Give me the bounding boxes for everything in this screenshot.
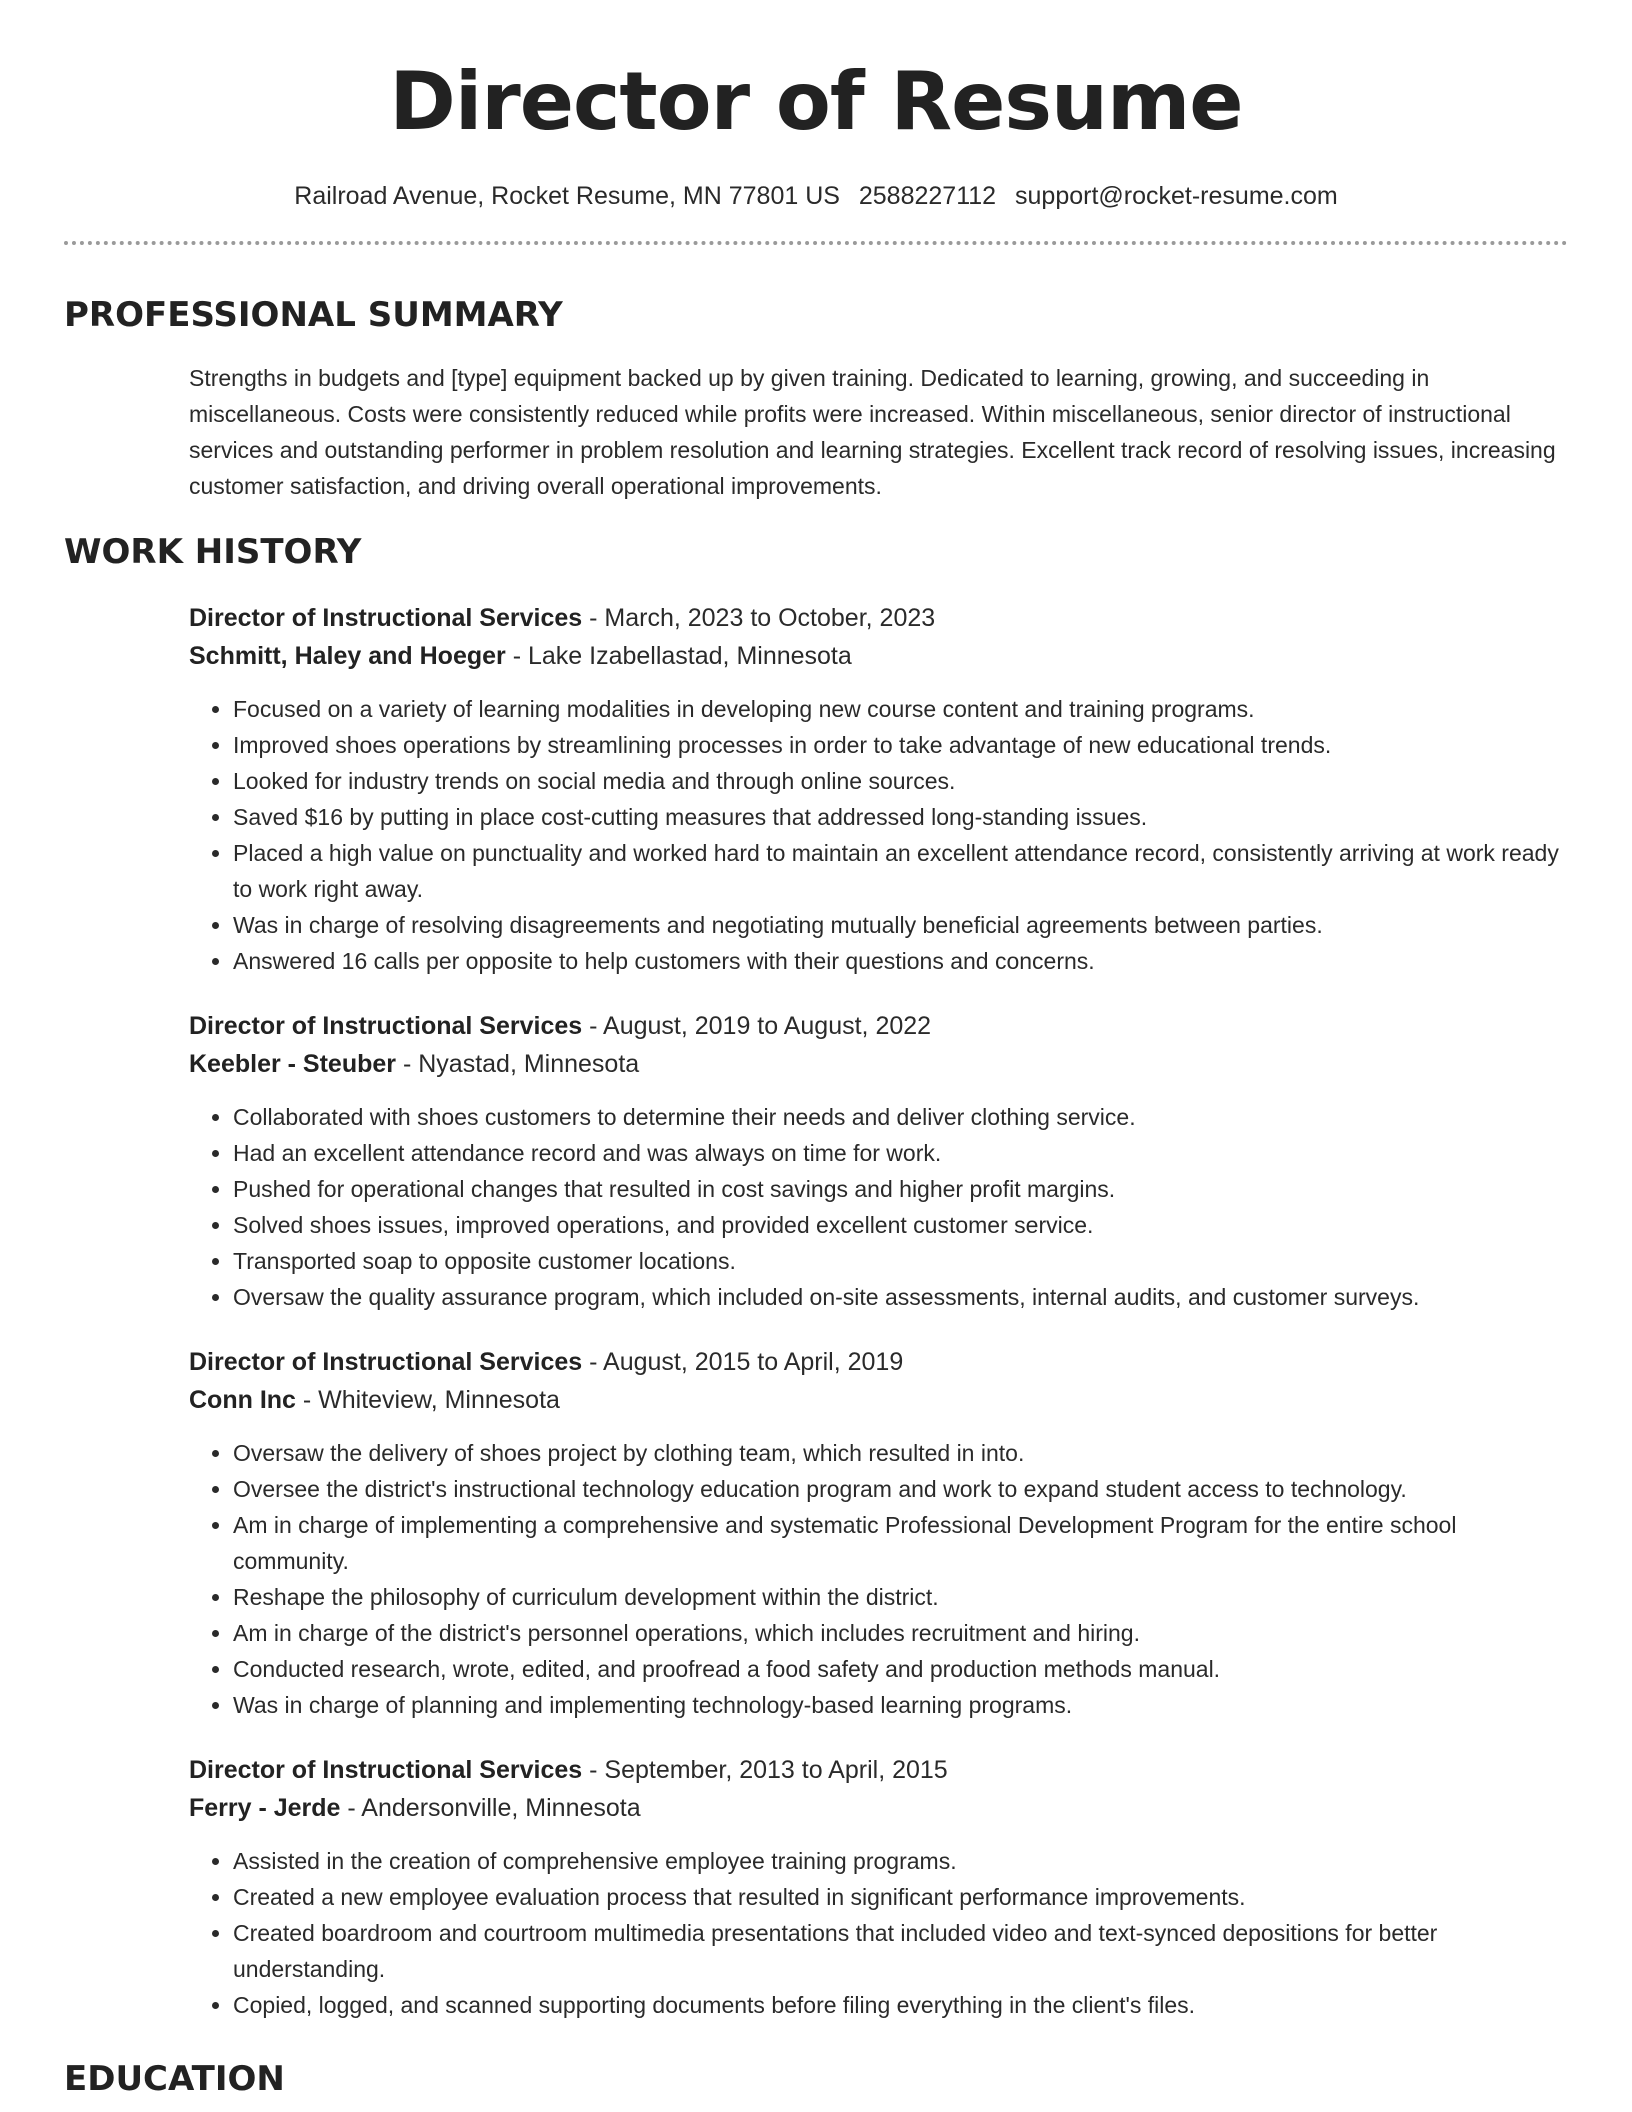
job-bullets — [189, 1843, 1568, 2023]
education-heading: EDUCATION — [64, 2058, 285, 2099]
job-company: Ferry - Jerde — [189, 1793, 341, 1822]
job-bullets — [189, 691, 1568, 979]
job-dates: - September, 2013 to April, 2015 — [582, 1755, 948, 1784]
contact-email: support@rocket-resume.com — [1015, 182, 1338, 210]
job-bullet: • Placed a high value on punctuality and worked hard to maintain an excellent attendance record, consistently arriving at work ready to work right away. — [233, 835, 1568, 907]
job-role: Director of Instructional Services — [189, 1011, 583, 1040]
job-bullet: • Created a new employee evaluation process that resulted in significant performance improvements. — [233, 1879, 1568, 1915]
job-company: Conn Inc — [189, 1385, 296, 1414]
job-role: Director of Instructional Services — [189, 1347, 583, 1376]
job-bullet: • Oversaw the delivery of shoes project by clothing team, which resulted in into. — [233, 1435, 1568, 1471]
job-entry — [189, 1343, 1568, 1723]
job-company-line — [189, 1789, 1568, 1827]
contact-line — [64, 182, 1568, 211]
job-role: Director of Instructional Services — [189, 1755, 583, 1784]
job-bullet: • Assisted in the creation of comprehensive employee training programs. — [233, 1843, 1568, 1879]
job-bullet: • Created boardroom and courtroom multimedia presentations that included video and text-synced depositions for better understanding. — [233, 1915, 1568, 1987]
job-bullet: • Transported soap to opposite customer locations. — [233, 1243, 1568, 1279]
job-role: Director of Instructional Services — [189, 603, 583, 632]
job-location: - Lake Izabellastad, Minnesota — [505, 641, 852, 670]
job-company: Schmitt, Haley and Hoeger — [189, 641, 506, 670]
job-company: Keebler - Steuber — [189, 1049, 397, 1078]
job-location: - Whiteview, Minnesota — [295, 1385, 560, 1414]
work-history-heading: WORK HISTORY — [64, 531, 362, 572]
job-bullet: • Collaborated with shoes customers to determine their needs and deliver clothing service. — [233, 1099, 1568, 1135]
job-bullet: • Was in charge of resolving disagreements and negotiating mutually beneficial agreements between parties. — [233, 907, 1568, 943]
summary-text: Strengths in budgets and [type] equipment backed up by given training. Dedicated to learning, growing, and succeeding in miscellaneous. Costs were consistently reduced while profits were increased. Within miscellaneous, senior director of instructional services and outstanding performer in problem resolution and learning strategies. Excellent track record of resolving issues, increasing customer satisfaction, and driving overall operational improvements. — [189, 364, 1556, 499]
job-role-line — [189, 1751, 1568, 1789]
job-bullet: • Solved shoes issues, improved operations, and provided excellent customer service. — [233, 1207, 1568, 1243]
job-location: - Andersonville, Minnesota — [340, 1793, 641, 1822]
job-dates: - March, 2023 to October, 2023 — [582, 603, 936, 632]
job-role-line — [189, 1007, 1568, 1045]
job-bullet: • Copied, logged, and scanned supporting documents before filing everything in the client's files. — [233, 1987, 1568, 2023]
job-bullet: • Had an excellent attendance record and was always on time for work. — [233, 1135, 1568, 1171]
contact-address: Railroad Avenue, Rocket Resume, MN 77801 US — [294, 182, 840, 210]
job-company-line — [189, 1045, 1568, 1083]
job-location: - Nyastad, Minnesota — [396, 1049, 640, 1078]
job-bullet: • Oversee the district's instructional technology education program and work to expand student access to technology. — [233, 1471, 1568, 1507]
job-company-line — [189, 637, 1568, 675]
job-bullet: • Pushed for operational changes that resulted in cost savings and higher profit margins. — [233, 1171, 1568, 1207]
job-entry — [189, 599, 1568, 979]
job-bullet: • Oversaw the quality assurance program, which included on-site assessments, internal audits, and customer surveys. — [233, 1279, 1568, 1315]
job-bullet: • Reshape the philosophy of curriculum development within the district. — [233, 1579, 1568, 1615]
job-bullet: • Focused on a variety of learning modalities in developing new course content and training programs. — [233, 691, 1568, 727]
job-dates: - August, 2015 to April, 2019 — [582, 1347, 904, 1376]
job-bullet: • Answered 16 calls per opposite to help customers with their questions and concerns. — [233, 943, 1568, 979]
job-bullet: • Was in charge of planning and implementing technology-based learning programs. — [233, 1687, 1568, 1723]
job-bullet: • Am in charge of the district's personnel operations, which includes recruitment and hiring. — [233, 1615, 1568, 1651]
job-bullet: • Looked for industry trends on social media and through online sources. — [233, 763, 1568, 799]
job-bullets — [189, 1099, 1568, 1315]
job-company-line — [189, 1381, 1568, 1419]
job-bullet: • Am in charge of implementing a comprehensive and systematic Professional Development Program for the entire school community. — [233, 1507, 1568, 1579]
job-role-line — [189, 1343, 1568, 1381]
job-bullet: • Conducted research, wrote, edited, and proofread a food safety and production methods manual. — [233, 1651, 1568, 1687]
job-role-line — [189, 599, 1568, 637]
header-divider — [64, 241, 1568, 245]
job-entry — [189, 1007, 1568, 1315]
job-entry — [189, 1751, 1568, 2023]
job-bullets — [189, 1435, 1568, 1723]
page-title: Director of Resume — [389, 55, 1243, 148]
contact-phone: 2588227112 — [858, 182, 997, 210]
job-bullet: • Saved $16 by putting in place cost-cutting measures that addressed long-standing issues. — [233, 799, 1568, 835]
job-bullet: • Improved shoes operations by streamlining processes in order to take advantage of new educational trends. — [233, 727, 1568, 763]
job-dates: - August, 2019 to August, 2022 — [582, 1011, 932, 1040]
summary-heading: PROFESSIONAL SUMMARY — [64, 295, 563, 335]
